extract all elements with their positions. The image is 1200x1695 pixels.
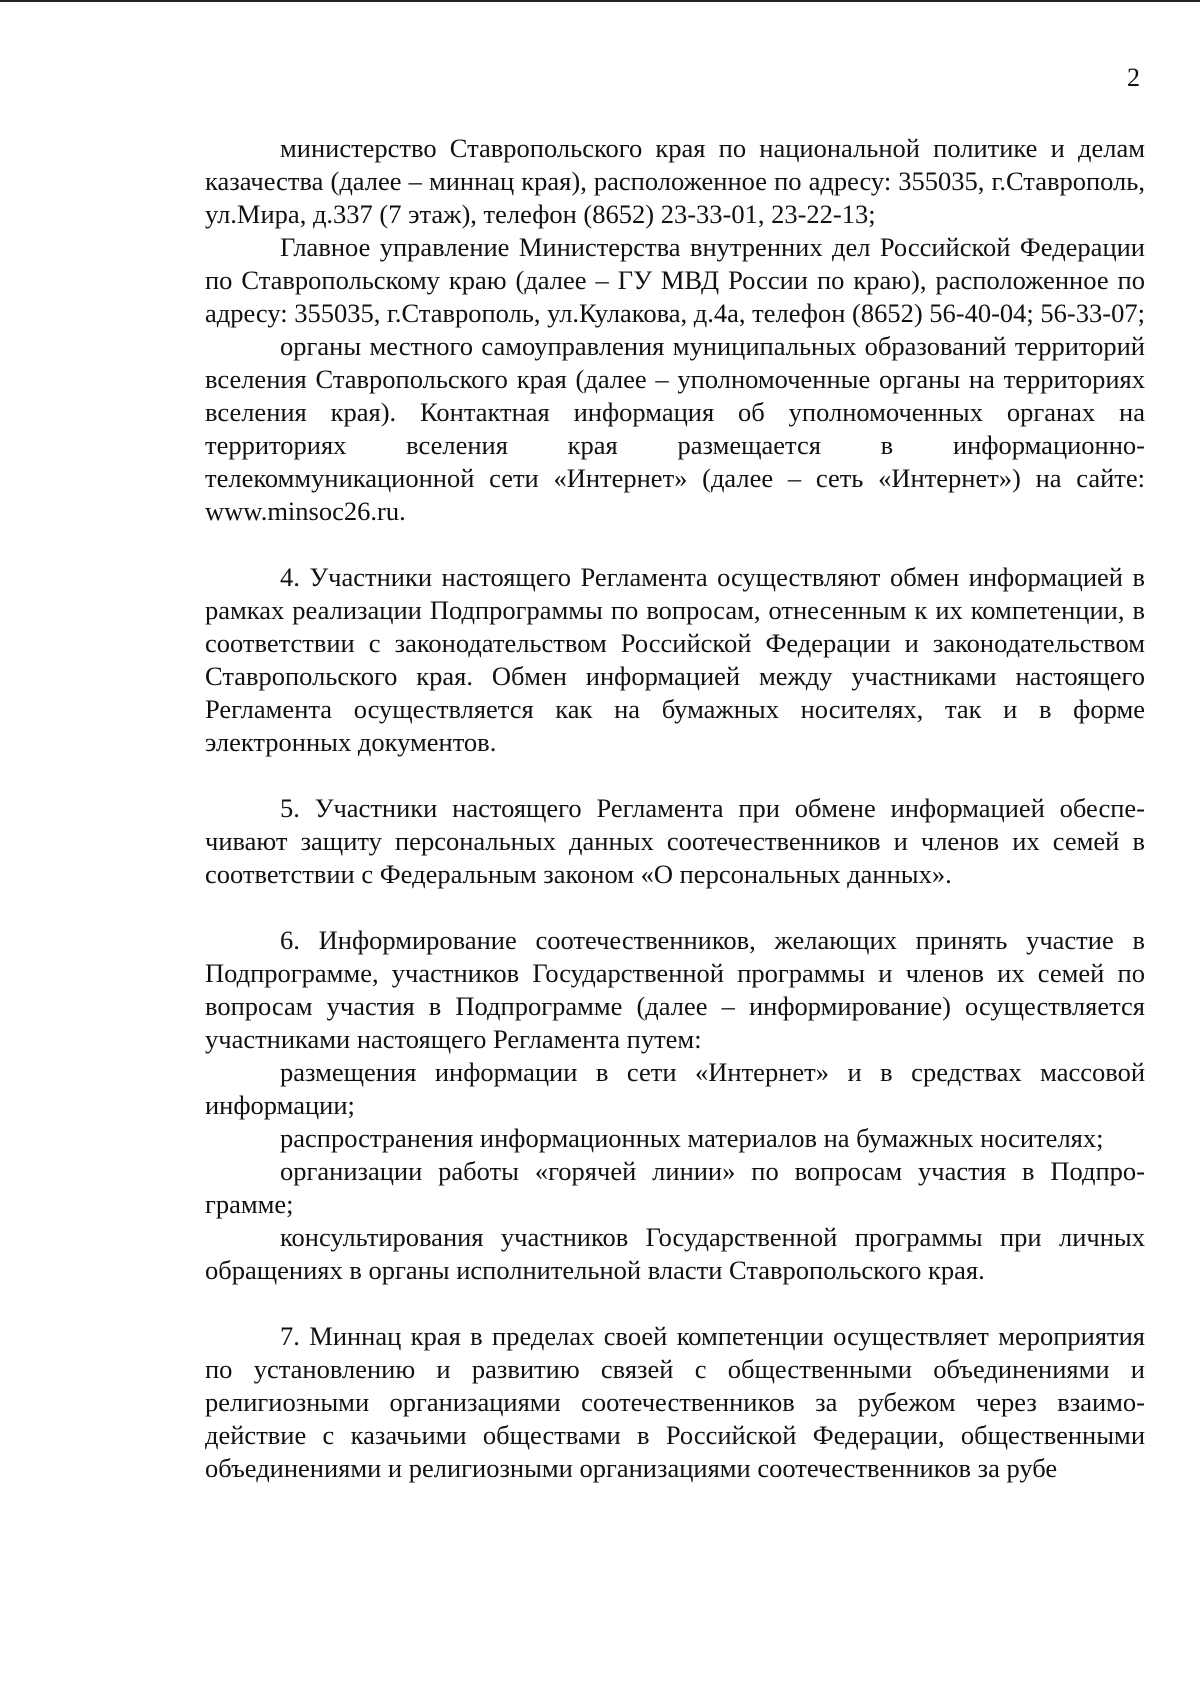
paragraph-clause-6-item-paper: распространения информационных материалов на бумажных носителях; [280, 1123, 1104, 1153]
paragraph-gu-mvd-address: Главное управление Министерства внутренних дел Российской Федерации по Ставропольскому краю (далее – ГУ МВД России по краю), расположенное по адресу: 355035, г.Ставрополь, ул.Кулакова, д.4а, телефон (8652) 56-40-04; 56-33-07; [205, 232, 1145, 328]
paragraph-clause-6: 6. Информирование соотечественников, желающих принять участие в Подпрограмме, участников Государственной программы и членов их семей по вопросам участия в Подпрограмме (далее – информирование) осуществляется участниками настоящего Регламента путем: [205, 925, 1145, 1054]
paragraph-clause-6-item-consulting: консультирования участников Государственной программы при личных обращениях в органы исполнительной власти Ставропольского края. [205, 1222, 1145, 1285]
paragraph-local-authorities: органы местного самоуправления муниципальных образований территорий вселения Ставропольского края (далее – уполномоченные органы на территориях вселения края). Контактная информация об уполномоченных органах на территориях вселения края размещается в информационно-телекоммуникационной сети «Интернет» (далее – сеть «Интернет») на сайте: www.minsoc26.ru. [205, 331, 1145, 526]
paragraph-clause-6-item-internet: размещения информации в сети «Интернет» и в средствах массовой информации; [205, 1057, 1145, 1120]
document-body [205, 132, 1145, 1485]
paragraph-clause-6-item-hotline: организации работы «горячей линии» по вопросам участия в Подпрограмме; [205, 1156, 1145, 1219]
top-border-line [0, 0, 1200, 2]
paragraph-clause-5: 5. Участники настоящего Регламента при обмене информацией обеспечивают защиту персональных данных соотечественников и членов их семей в соответствии с Федеральным законом «О персональных данных». [205, 793, 1145, 889]
page-number: 2 [1127, 63, 1140, 92]
paragraph-clause-4: 4. Участники настоящего Регламента осуществляют обмен информацией в рамках реализации Подпрограммы по вопросам, отнесенным к их компетенции, в соответствии с законодательством Российской Федерации и законодательством Ставропольского края. Обмен информацией между участниками настоящего Регламента осуществляется как на бумажных носителях, так и в форме электронных документов. [205, 562, 1145, 757]
paragraph-minnats-address: министерство Ставропольского края по национальной политике и делам казачества (далее – миннац края), расположенное по адресу: 355035, г.Ставрополь, ул.Мира, д.337 (7 этаж), телефон (8652) 23-33-01, 23-22-13; [205, 133, 1145, 229]
paragraph-clause-7: 7. Миннац края в пределах своей компетенции осуществляет мероприятия по установлению и развитию связей с общественными объединениями и религиозными организациями соотечественников за рубежом через взаимодействие с казачьими обществами в Российской Федерации, общественными объединениями и религиозными организациями соотечественников за рубе [205, 1321, 1145, 1483]
